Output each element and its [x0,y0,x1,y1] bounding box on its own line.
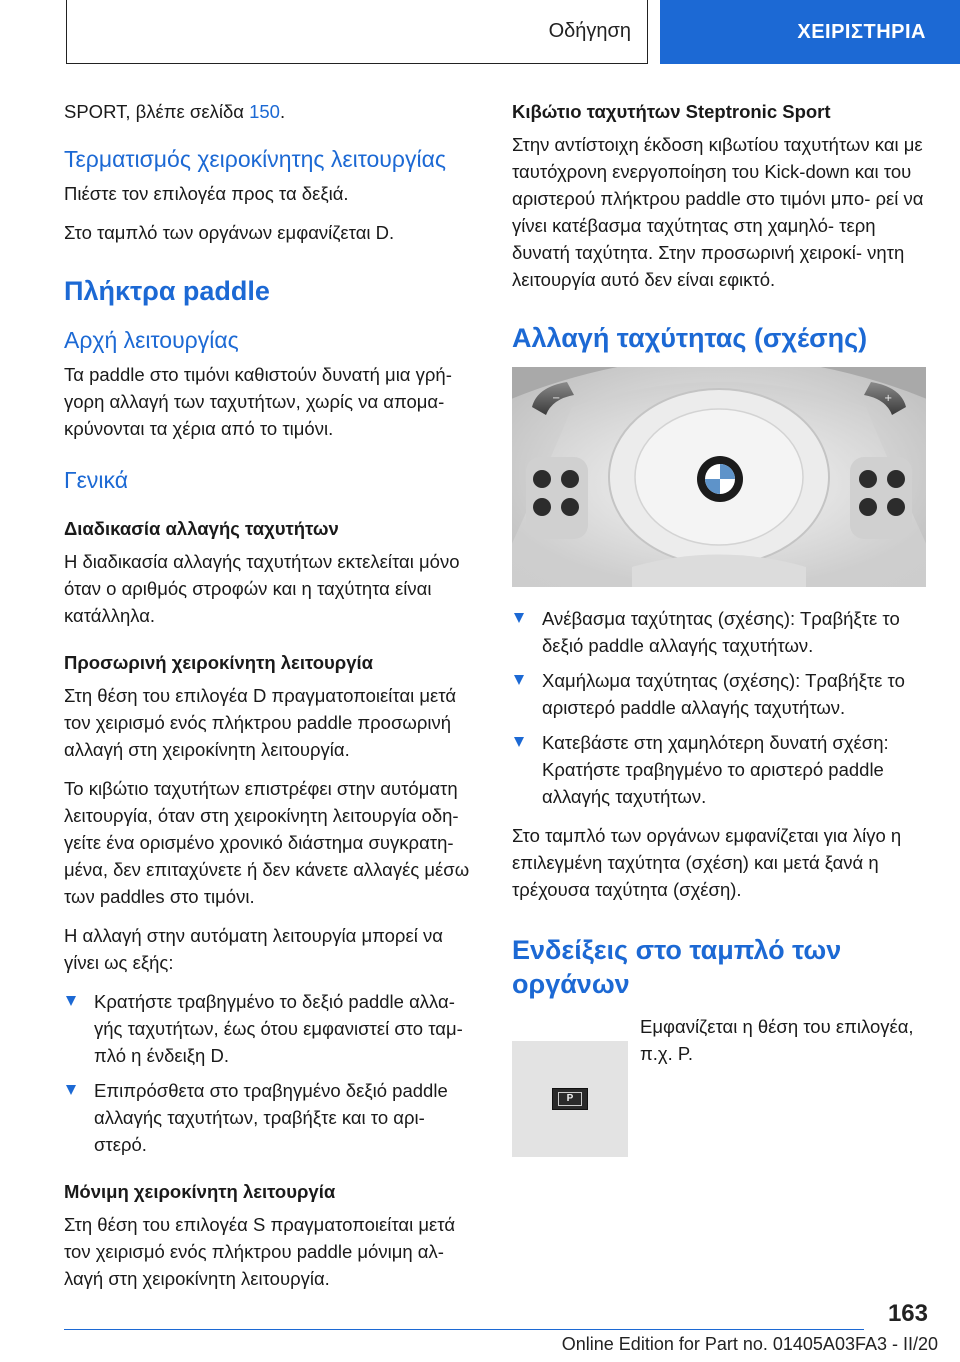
footer-edition: Online Edition for Part no. 01405A03FA3 - II/20 [561,1334,938,1354]
steering-wheel-graphic [512,367,926,587]
gear-indicator-image [512,1041,628,1157]
heading-perm-manual: Μόνιμη χειροκίνητη λειτουργία [64,1181,336,1202]
indicator-row [512,1013,926,1157]
paragraph-perm: Στη θέση του επιλογέα S πραγματοποιείται μετά τον χειρισμό ενός πλήκτρου paddle μόνιμη αλ- λαγή στη χειροκίνητη λειτουργία. [64,1214,456,1289]
heading-gearchange: Αλλαγή ταχύτητας (σχέσης) [512,323,868,353]
heading-general: Γενικά [64,467,129,493]
paragraph-indicators: Εμφανίζεται η θέση του επιλογέα, π.χ. P. [640,1016,914,1064]
heading-principle: Αρχή λειτουργίας [64,327,239,353]
triangle-bullet-icon [514,737,524,747]
paragraph-steptronic: Στην αντίστοιχη έκδοση κιβωτίου ταχυτήτων και με ταυτόχρονη ενεργοποίηση του Kick-down και του αριστερού πλήκτρου paddle στο τιμόνι μπο- ρεί να γίνει κατέβασμα ταχύτητας στη χαμηλό- τερη δυνατή ταχύτητα. Στην προσωρινή χειροκί- νητη λειτουργία αυτό δεν είναι εφικτό. [512,134,924,290]
footer-divider [64,1329,864,1330]
paddle-plus-label: + [884,393,893,404]
paragraph-end-2: Στο ταμπλό των οργάνων εμφανίζεται D. [64,222,395,243]
intro-text: SPORT, βλέπε σελίδα [64,101,250,122]
list-item: Κατεβάστε στη χαμηλότερη δυνατή σχέση: Κρατήστε τραβηγμένο το αριστερό paddle αλλαγής ταχυτήτων. [512,729,926,810]
header-chapter-label: ΧΕΙΡΙΣΤΗΡΙΑ [797,20,926,43]
paragraph-procedure: Η διαδικασία αλλαγής ταχυτήτων εκτελείται μόνο όταν ο αριθμός στροφών και η ταχύτητα είναι κατάλληλα. [64,551,460,626]
paragraph-display: Στο ταμπλό των οργάνων εμφανίζεται για λίγο η επιλεγμένη ταχύτητα (σχέση) και μετά ξανά η τρέχουσα ταχύτητα (σχέση). [512,825,902,900]
left-spoke-buttons-icon [526,457,588,539]
bmw-logo-icon [697,456,743,502]
steering-wheel-image [512,367,926,587]
triangle-bullet-icon [66,1085,76,1095]
heading-paddle: Πλήκτρα paddle [64,276,270,306]
left-column [64,98,478,1304]
page-number: 163 [887,1300,928,1327]
header-section-tab [66,0,648,64]
list-item: Επιπρόσθετα στο τραβηγμένο δεξιό paddle αλλαγής ταχυτήτων, τραβήξτε και το αρι- στερό. [64,1077,478,1158]
paragraph-temp-3: Η αλλαγή στην αυτόματη λειτουργία μπορεί να γίνει ως εξής: [64,925,443,973]
heading-steptronic: Κιβώτιο ταχυτήτων Steptronic Sport [512,101,831,122]
right-spoke-buttons-icon [850,457,912,539]
triangle-bullet-icon [66,996,76,1006]
list-item: Χαμήλωμα ταχύτητας (σχέσης): Τραβήξτε το αριστερό paddle αλλαγής ταχυτήτων. [512,667,926,721]
header-chapter-tab [660,0,960,64]
intro-paragraph [64,98,478,125]
paddle-minus-label: − [552,393,561,404]
page-link-150[interactable]: 150 [249,101,280,122]
right-bullet-list [512,605,926,810]
header-section-label: Οδήγηση [548,20,631,42]
right-column [512,98,926,1157]
paragraph-end-1: Πιέστε τον επιλογέα προς τα δεξιά. [64,183,349,204]
list-item: Ανέβασμα ταχύτητας (σχέσης): Τραβήξτε το δεξιό paddle αλλαγής ταχυτήτων. [512,605,926,659]
park-indicator-icon: P [552,1088,588,1110]
heading-end-manual: Τερματισμός χειροκίνητης λειτουργίας [64,146,446,172]
heading-procedure: Διαδικασία αλλαγής ταχυτήτων [64,518,339,539]
intro-end: . [279,101,286,122]
heading-temp-manual: Προσωρινή χειροκίνητη λειτουργία [64,652,374,673]
left-bullet-list [64,988,478,1158]
paragraph-temp-1: Στη θέση του επιλογέα D πραγματοποιείται μετά τον χειρισμό ενός πλήκτρου paddle προσωρινή αλλαγή στη χειροκίνητη λειτουργία. [64,685,457,760]
list-item: Κρατήστε τραβηγμένο το δεξιό paddle αλλα- γής ταχυτήτων, έως ότου εμφανιστεί στο ταμ- πλό η ένδειξη D. [64,988,478,1069]
triangle-bullet-icon [514,613,524,623]
paragraph-principle: Τα paddle στο τιμόνι καθιστούν δυνατή μια γρή- γορη αλλαγή των ταχυτήτων, χωρίς να απομα- κρύνονται τα χέρια από το τιμόνι. [64,364,452,439]
triangle-bullet-icon [514,675,524,685]
heading-indicators: Ενδείξεις στο ταμπλό των οργάνων [512,935,842,999]
paragraph-temp-2: Το κιβώτιο ταχυτήτων επιστρέφει στην αυτόματη λειτουργία, όταν στη χειροκίνητη λειτουργία οδη- γείτε ένα ορισμένο χρονικό διάστημα συγκρατη- μένα, δεν επιταχύνετε ή δεν κάνετε αλλαγές μέσω των paddles στο τιμόνι. [64,778,470,907]
